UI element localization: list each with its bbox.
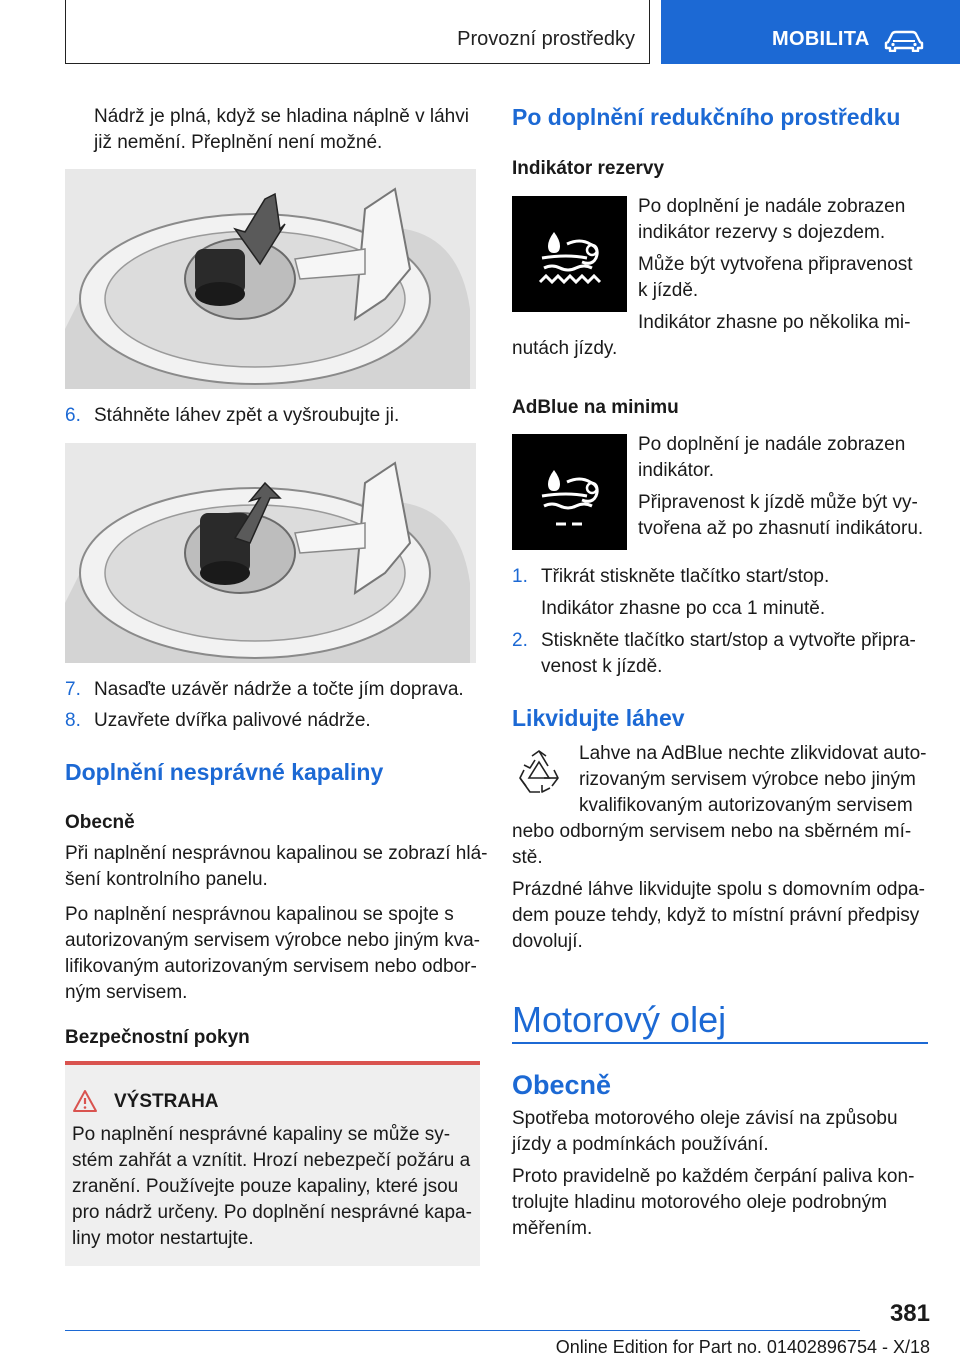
oil-p2-line-3: měřením.: [512, 1218, 593, 1239]
step-8-number: 8.: [65, 710, 81, 731]
oil-p1-line-2: jízdy a podmínkách používání.: [512, 1134, 769, 1155]
step-2-line-2: venost k jízdě.: [541, 656, 663, 677]
mobility-tab-label: MOBILITA: [772, 28, 870, 50]
warning-line-4: pro nádrž určeny. Po doplnění nesprávné kapa-: [72, 1202, 472, 1223]
dispose-p2-line-1: Prázdné láhve likvidujte spolu s domovním odpa-: [512, 879, 925, 900]
warning-line-3: zranění. Používejte pouze kapaliny, které jsou: [72, 1176, 459, 1197]
step-7-number: 7.: [65, 679, 81, 700]
dispose-line-5: stě.: [512, 847, 543, 868]
subheading-general: Obecně: [65, 812, 135, 833]
dispose-line-2: rizovaným servisem výrobce nebo jiným: [579, 769, 916, 790]
heading-oil-general: Obecně: [512, 1070, 612, 1100]
subheading-safety: Bezpečnostní pokyn: [65, 1027, 250, 1048]
general-p2-line-2: autorizovaným servisem výrobce nebo jiným kva-: [65, 930, 480, 951]
reserve-line-2: indikátor rezervy s dojezdem.: [638, 222, 886, 243]
step-2-number: 2.: [512, 630, 528, 651]
general-p2-line-1: Po naplnění nesprávnou kapalinou se spojte s: [65, 904, 454, 925]
dispose-p2-line-2: dem pouze tehdy, když to místní právní předpisy: [512, 905, 920, 926]
adblue-min-indicator-icon: [512, 434, 627, 550]
oil-p2-line-2: trolujte hladinu motorového oleje podrobným: [512, 1192, 887, 1213]
page-number: 381: [889, 1300, 930, 1327]
warning-title: VÝSTRAHA: [114, 1091, 219, 1112]
step-1-subtext: Indikátor zhasne po cca 1 minutě.: [541, 598, 826, 619]
dispose-line-3: kvalifikovaným autorizovaným servisem: [579, 795, 913, 816]
recycling-icon: [514, 748, 564, 798]
section-title: Provozní prostředky: [457, 28, 635, 50]
step-1-text: Třikrát stiskněte tlačítko start/stop.: [541, 566, 830, 587]
general-p1-line-1: Při naplnění nesprávnou kapalinou se zobrazí hlá-: [65, 843, 488, 864]
dispose-line-4: nebo odborným servisem nebo na sběrném mí-: [512, 821, 912, 842]
reserve-line-5: Indikátor zhasne po několika mi-: [638, 312, 911, 333]
dispose-line-1: Lahve na AdBlue nechte zlikvidovat auto-: [579, 743, 927, 764]
warning-triangle-icon: [72, 1089, 98, 1113]
edition-note: Online Edition for Part no. 01402896754 - X/18: [555, 1337, 930, 1357]
min-line-4: tvořena až po zhasnutí indikátoru.: [638, 518, 924, 539]
min-line-2: indikátor.: [638, 460, 715, 481]
reserve-line-3: Může být vytvořena připravenost: [638, 254, 913, 275]
heading-rule: [512, 1042, 928, 1044]
footer-rule: [65, 1330, 860, 1331]
step-2-line-1: Stiskněte tlačítko start/stop a vytvořte připra-: [541, 630, 916, 651]
general-p2-line-4: ným servisem.: [65, 982, 188, 1003]
dispose-p2-line-3: dovolují.: [512, 931, 583, 952]
reserve-line-6: nutách jízdy.: [512, 338, 618, 359]
step-1-number: 1.: [512, 566, 528, 587]
warning-line-1: Po naplnění nesprávné kapaliny se může sy-: [72, 1124, 451, 1145]
min-line-3: Připravenost k jízdě může být vy-: [638, 492, 918, 513]
step-6-number: 6.: [65, 405, 81, 426]
oil-p1-line-1: Spotřeba motorového oleje závisí na způsobu: [512, 1108, 898, 1129]
general-p1-line-2: šení kontrolního panelu.: [65, 869, 268, 890]
step-6-text: Stáhněte láhev zpět a vyšroubujte ji.: [94, 405, 400, 426]
step-7-text: Nasaďte uzávěr nádrže a točte jím doprava.: [94, 679, 464, 700]
fuel-cap-bottle-remove-image: [65, 443, 476, 663]
intro-line-1: Nádrž je plná, když se hladina náplně v láhvi: [94, 106, 469, 127]
step-8-text: Uzavřete dvířka palivové nádrže.: [94, 710, 371, 731]
heading-engine-oil: Motorový olej: [512, 999, 727, 1040]
heading-dispose: Likvidujte láhev: [512, 705, 685, 731]
warning-line-2: stém zahřát a vznítit. Hrozí nebezpečí požáru a: [72, 1150, 471, 1171]
oil-p2-line-1: Proto pravidelně po každém čerpání paliva kon-: [512, 1166, 915, 1187]
car-icon: [884, 28, 924, 52]
intro-line-2: již nemění. Přeplnění není možné.: [94, 132, 383, 153]
warning-line-5: liny motor nestartujte.: [72, 1228, 254, 1249]
reserve-line-1: Po doplnění je nadále zobrazen: [638, 196, 906, 217]
heading-wrong-fluid: Doplnění nesprávné kapaliny: [65, 759, 384, 785]
general-p2-line-3: lifikovaným autorizovaným servisem nebo odbor-: [65, 956, 477, 977]
fuel-cap-bottle-insert-image: [65, 169, 476, 389]
heading-after-refill: Po doplnění redukčního prostředku: [512, 104, 901, 130]
reserve-line-4: k jízdě.: [638, 280, 699, 301]
header-section-box: [65, 0, 650, 64]
min-line-1: Po doplnění je nadále zobrazen: [638, 434, 906, 455]
subheading-reserve: Indikátor rezervy: [512, 158, 665, 179]
reserve-indicator-icon: [512, 196, 627, 312]
subheading-adblue-min: AdBlue na minimu: [512, 397, 679, 418]
